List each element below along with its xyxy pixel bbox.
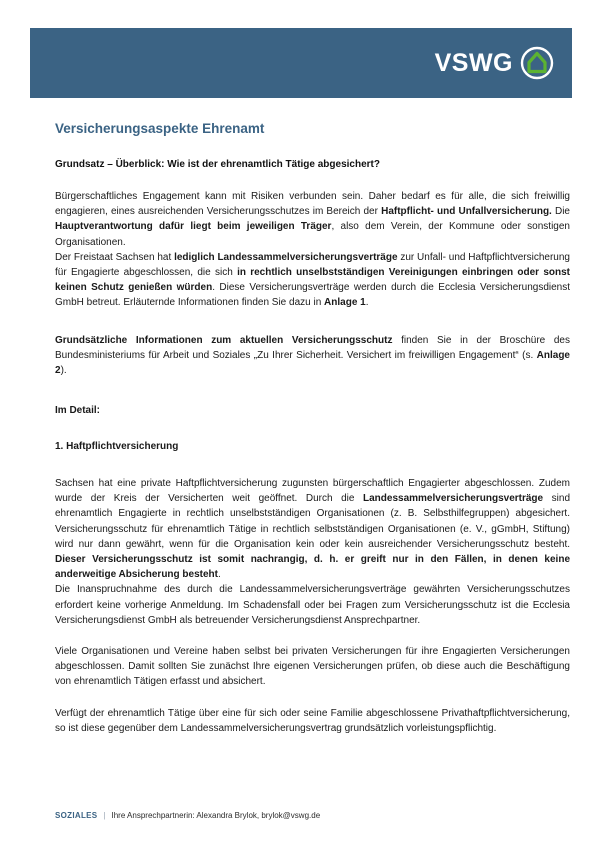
p2-bold-f: Anlage 1 (324, 297, 366, 309)
logo-wordmark: VSWG (434, 48, 513, 77)
header-bar (30, 28, 572, 98)
paragraph-1 (55, 189, 570, 250)
p2-text-e: . Diese Versicherungsverträge werden durch die Ecclesia Versicherungsdienst GmbH betreut. Erläuternde Informationen finden Sie dazu in (55, 282, 570, 309)
footer-contact-info: Ihre Ansprechpartnerin: Alexandra Brylok, brylok@vswg.de (111, 811, 321, 820)
p1-bold-d: Hauptverantwortung dafür liegt beim jeweiligen Träger (55, 221, 332, 233)
p4-text-e: . (218, 569, 221, 581)
p4-text-a: Sachsen hat eine private Haftpflichtversicherung zugunsten bürgerschaftlich Engagierter abgeschlossen. Zudem wurde der Kreis der Versicherten weit geöffnet. Durch die (55, 478, 570, 505)
p1-text-a: Bürgerschaftliches Engagement kann mit Risiken verbunden sein. Daher bedarf es für alle, die sich freiwillig engagieren, eines ausreichenden Versicherungsschutzes im Bereich der (55, 191, 570, 218)
footer-separator: | (103, 811, 106, 820)
vswg-logo (435, 46, 554, 80)
p4-bold-d: Dieser Versicherungsschutz ist somit nachrangig, d. h. er greift nur in den Fällen, in denen keine anderweitige Absicherung besteht (55, 554, 570, 581)
paragraph-7: Verfügt der ehrenamtlich Tätige über eine für sich oder seine Familie abgeschlossene Privathaftpflichtversicherung, so ist diese gegenüber dem Landessammelversicherungsvertrag grundsätzlich vorleistungspflichtig. (55, 707, 570, 734)
house-in-circle-icon (520, 46, 554, 80)
spacer (55, 628, 570, 644)
spacer (55, 690, 570, 706)
p1-text-e: , also dem Verein, der Kommune oder sonstigen Organisationen. (55, 221, 570, 248)
detail-label: Im Detail: (55, 405, 101, 417)
p1-text-c: Die (551, 206, 570, 218)
spacer (55, 311, 570, 333)
paragraph-2 (55, 250, 570, 311)
paragraph-3 (55, 333, 570, 379)
section-subheading: Grundsatz – Überblick: Wie ist der ehrenamtlich Tätige abgesichert? (55, 158, 380, 170)
p3-text-d: ). (60, 364, 67, 376)
p1-bold-b: Haftpflicht- und Unfallversicherung. (381, 206, 552, 218)
paragraph-5: Die Inanspruchnahme des durch die Landessammelversicherungsverträge gewährten Versicherungsschutzes erfordert keine vorherige Anmeldung. Im Schadensfall oder bei Fragen zum Versicherungsschutz ist die Ecclesia Versicherungsdienst GmbH als betreuender Versicherungsdienst Ansprechpartner. (55, 584, 570, 626)
page-footer (55, 810, 570, 821)
page-title: Versicherungsaspekte Ehrenamt (55, 121, 265, 136)
p3-bold-a: Grundsätzliche Informationen zum aktuellen Versicherungsschutz (55, 334, 393, 346)
section-1-heading: 1. Haftpflichtversicherung (55, 441, 179, 453)
p3-bold-c: Anlage 2 (55, 349, 570, 376)
p2-bold-b: lediglich Landessammelversicherungsverträge (174, 251, 398, 263)
p4-bold-b: Landessammelversicherungsverträge (363, 493, 544, 505)
spacer (55, 418, 570, 440)
spacer (55, 378, 570, 404)
paragraph-6: Viele Organisationen und Vereine haben selbst bei privaten Versicherungen für ihre Engagierten Versicherungen abgeschlossen. Damit sollten Sie zunächst Ihre eigenen Versicherungen prüfen, ob diese auch die Beschäftigung von ehrenamtlich Tätigen erfasst und absichert. (55, 645, 570, 688)
p2-text-g: . (365, 297, 369, 309)
p3-text-b: finden Sie in der Broschüre des Bundesministeriums für Arbeit und Soziales „Zu Ihrer Sicherheit. Versichert im freiwilligen Engagement“ (s. (55, 334, 570, 361)
document-body (55, 120, 570, 736)
paragraph-4 (55, 476, 570, 582)
p2-bold-d: in rechtlich unselbstständigen Vereinigungen einbringen oder sonst keinen Schutz genießen würden (55, 266, 570, 294)
p4-text-c: sind ehrenamtlich Engagierte in rechtlich unselbstständigen Organisationen (z. B. Selbsthilfegruppen) abgesichert. Versicherungsschutz für ehrenamtlich Tätige in rechtlich selbstständigen Organisationen (e. V., gGmbH, Stiftung) wird nur dann gewährt, wenn für die Organisation kein oder kein ausreichender Versicherungsschutz besteht. (55, 493, 571, 550)
spacer (55, 454, 570, 476)
footer-category-label: SOZIALES (55, 811, 98, 820)
p2-text-c: zur Unfall- und Haftpflichtversicherung für Engagierte abgeschlossen, die sich (55, 251, 570, 278)
p2-text-a: Der Freistaat Sachsen hat (55, 251, 175, 263)
